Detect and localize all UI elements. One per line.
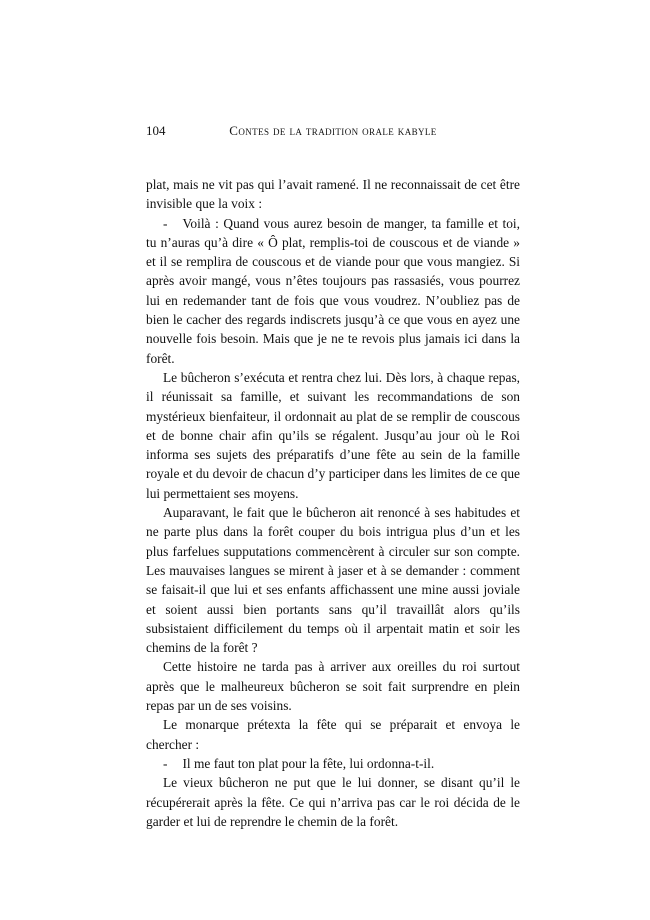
paragraph-text: Le bûcheron s’exécuta et rentra chez lui. Dès lors, à chaque repas, il réunissait sa famille, et suivant les recommandations de son mystérieux bienfaiteur, il ordonnait au plat de se remplir de couscous et de bonne chair afin qu’ils se régalent. Jusqu’au jour où le Roi informa ses sujets des préparatifs d’une fête au sein de la famille royale et du devoir de chacun d’y participer dans les limites de ce que lui permettaient ses moyens. [146,369,520,501]
paragraph-text: Le vieux bûcheron ne put que le lui donner, se disant qu’il le récupérerait après la fête. Ce qui n’arriva pas car le roi décida de le garder et lui de reprendre le chemin de la forêt. [146,775,520,829]
running-header [146,123,520,141]
page-number: 104 [146,123,166,138]
paragraph [146,657,520,715]
paragraph-text: Voilà : Quand vous aurez besoin de manger, ta famille et toi, tu n’auras qu’à dire « Ô plat, remplis-toi de couscous et de viande » et il se remplira de couscous et de viande pour que vous mangiez. Si après avoir mangé, vous n’êtes toujours pas rassasiés, vous pourrez lui en redemander tant de fois que vous voudrez. N’oubliez pas de bien le cacher des regards indiscrets jusqu’à ce que vous en ayez une nouvelle fois besoin. Mais que je ne te revois plus jamais ici dans la forêt. [146,215,520,366]
paragraph [146,773,520,831]
paragraph [146,754,520,773]
dialogue-dash: - [163,755,168,771]
dialogue-dash: - [163,215,168,231]
paragraph-text: Cette histoire ne tarda pas à arriver aux oreilles du roi surtout après que le malheureux bûcheron se soit fait surprendre en plein repas par un de ses voisins. [146,659,520,714]
paragraph [146,175,520,214]
paragraph [146,214,520,368]
paragraph-text: Auparavant, le fait que le bûcheron ait renoncé à ses habitudes et ne parte plus dans la forêt couper du bois intrigua plus d’un et les plus farfelues supputations commencèrent à circuler sur son compte. Les mauvaises langues se mirent à jaser et à se demander : comment se faisait-il que lui et ses enfants affichassent une mine aussi joviale et soient aussi bien portants sans qu’il travaillât alors qu’ils subsistaient difficilement du temps où il arpentait matin et soir les chemins de la forêt ? [146,505,520,656]
paragraph [146,715,520,754]
page-body [146,175,520,831]
paragraph [146,368,520,503]
running-title: Contes de la tradition orale kabyle [229,123,437,138]
paragraph-text: plat, mais ne vit pas qui l’avait ramené. Il ne reconnaissait de cet être invisible que la voix : [146,177,520,212]
paragraph-text: Le monarque prétexta la fête qui se préparait et envoya le chercher : [146,717,520,752]
paragraph-text: Il me faut ton plat pour la fête, lui ordonna-t-il. [182,755,435,771]
paragraph [146,503,520,657]
